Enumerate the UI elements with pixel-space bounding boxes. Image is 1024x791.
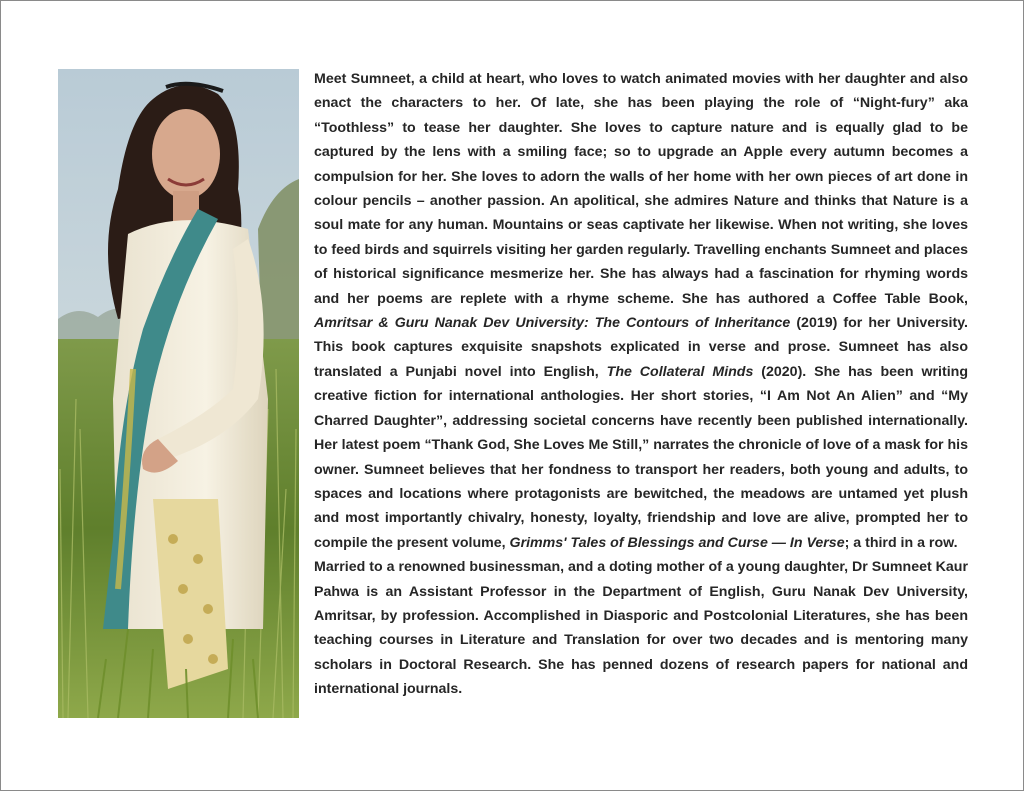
book-title-collateral-minds: The Collateral Minds: [606, 363, 754, 380]
author-portrait-photo: [58, 69, 299, 718]
bio-paragraph-2: Married to a renowned businessman, and a doting mother of a young daughter, Dr Sumneet Kaur Pahwa is an Assistant Professor in the Department of English, Guru Nanak Dev University, Amritsar, by profession. Accomplished in Diasporic and Postcolonial Literatures, she has been teaching courses in Literature and Translation for over two decades and is mentoring many scholars in Doctoral Research. She has penned dozens of research papers for national and international journals.: [314, 559, 968, 698]
bio-text-segment: ; a third in a row.: [844, 534, 958, 551]
bio-text-segment: (2019) for her University. This book captures exquisite snapshots explicated in verse and prose. Sumneet has also translated a Punjabi novel into English,: [314, 315, 968, 380]
bio-text-segment: (2020). She has been writing creative fiction for international anthologies. Her short stories, “I Am Not An Alien” and “My Charred Daughter”, addressing societal concerns have recently been published internationally. Her latest poem “Thank God, She Loves Me Still,” narrates the chronicle of love of a mask for his owner. Sumneet believes that her fondness to transport her readers, both young and adults, to spaces and locations where protagonists are bewitched, the meadows are untamed yet plush and most importantly chivalry, honesty, loyalty, friendship and love are alive, prompted her to compile the present volume,: [314, 363, 968, 551]
author-bio: [314, 67, 968, 702]
portrait-illustration: [58, 69, 299, 718]
bio-paragraph-1: [314, 67, 968, 555]
book-title-grimms-tales: Grimms' Tales of Blessings and Curse — In Verse: [509, 534, 845, 551]
bio-text-segment: Meet Sumneet, a child at heart, who loves to watch animated movies with her daughter and also enact the characters to her. Of late, she has been playing the role of “Night-fury” aka “Toothless” to tease her daughter. She loves to capture nature and is equally glad to be captured by the lens with a smiling face; so to upgrade an Apple every autumn becomes a compulsion for her. She loves to adorn the walls of her home with her own pieces of art done in colour pencils – another passion. An apolitical, she admires Nature and thinks that Nature is a soul mate for any human. Mountains or seas captivate her likewise. When not writing, she loves to feed birds and squirrels visiting her garden regularly. Travelling enchants Sumneet and places of historical significance mesmerize her. She has always had a fascination for rhyming words and her poems are replete with a rhyme scheme. She has authored a Coffee Table Book,: [314, 71, 968, 307]
book-title-amritsar: Amritsar & Guru Nanak Dev University: The Contours of Inheritance: [314, 315, 791, 332]
